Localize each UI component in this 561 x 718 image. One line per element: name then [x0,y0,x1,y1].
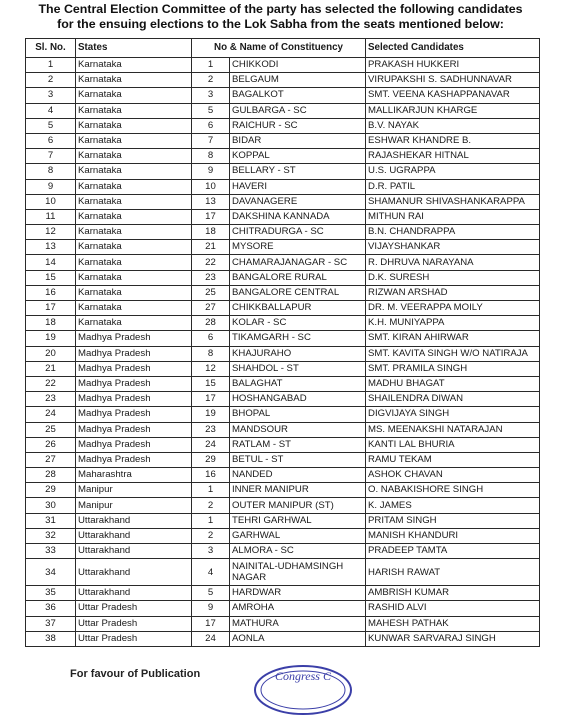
cell-sl-no: 13 [26,240,76,255]
cell-constituency-no: 13 [192,194,230,209]
table-header-row [26,39,540,58]
cell-constituency-name: RATLAM - ST [230,437,366,452]
cell-candidate: PRADEEP TAMTA [366,544,540,559]
cell-constituency-no: 1 [192,513,230,528]
cell-constituency-no: 23 [192,270,230,285]
cell-candidate: K. JAMES [366,498,540,513]
cell-state: Madhya Pradesh [76,346,192,361]
footer-note: For favour of Publication [70,668,201,680]
cell-candidate: DR. M. VEERAPPA MOILY [366,301,540,316]
cell-constituency-no: 17 [192,616,230,631]
cell-sl-no: 27 [26,452,76,467]
cell-state: Madhya Pradesh [76,361,192,376]
cell-candidate: B.N. CHANDRAPPA [366,225,540,240]
cell-constituency-no: 24 [192,437,230,452]
cell-state: Karnataka [76,73,192,88]
cell-constituency-name: DAKSHINA KANNADA [230,209,366,224]
cell-constituency-name: HARDWAR [230,586,366,601]
cell-constituency-no: 16 [192,468,230,483]
cell-state: Madhya Pradesh [76,376,192,391]
cell-candidate: SMT. KAVITA SINGH W/O NATIRAJA [366,346,540,361]
table-row [26,270,540,285]
cell-constituency-no: 19 [192,407,230,422]
cell-constituency-name: CHIKKODI [230,58,366,73]
cell-constituency-name: MANDSOUR [230,422,366,437]
cell-sl-no: 6 [26,133,76,148]
header-states: States [76,39,192,58]
cell-sl-no: 37 [26,616,76,631]
cell-candidate: MS. MEENAKSHI NATARAJAN [366,422,540,437]
cell-candidate: MANISH KHANDURI [366,528,540,543]
cell-candidate: KANTI LAL BHURIA [366,437,540,452]
table-row [26,631,540,646]
cell-candidate: D.R. PATIL [366,179,540,194]
cell-sl-no: 31 [26,513,76,528]
table-row [26,346,540,361]
cell-sl-no: 5 [26,118,76,133]
cell-candidate: KUNWAR SARVARAJ SINGH [366,631,540,646]
cell-state: Karnataka [76,133,192,148]
cell-constituency-name: BETUL - ST [230,452,366,467]
cell-constituency-name: NANDED [230,468,366,483]
cell-candidate: SMT. KIRAN AHIRWAR [366,331,540,346]
cell-sl-no: 11 [26,209,76,224]
cell-sl-no: 32 [26,528,76,543]
cell-constituency-name: TEHRI GARHWAL [230,513,366,528]
cell-state: Uttarakhand [76,559,192,586]
cell-constituency-name: CHAMARAJANAGAR - SC [230,255,366,270]
cell-state: Karnataka [76,194,192,209]
cell-constituency-name: BANGALORE RURAL [230,270,366,285]
cell-constituency-no: 3 [192,544,230,559]
cell-constituency-name: HAVERI [230,179,366,194]
cell-state: Madhya Pradesh [76,331,192,346]
cell-constituency-no: 2 [192,528,230,543]
cell-state: Manipur [76,498,192,513]
table-row [26,179,540,194]
cell-constituency-no: 10 [192,179,230,194]
cell-constituency-name: MATHURA [230,616,366,631]
table-row [26,407,540,422]
table-row [26,164,540,179]
cell-sl-no: 14 [26,255,76,270]
cell-constituency-no: 23 [192,422,230,437]
cell-candidate: ASHOK CHAVAN [366,468,540,483]
document-heading [0,2,561,32]
cell-candidate: SMT. PRAMILA SINGH [366,361,540,376]
cell-constituency-no: 2 [192,498,230,513]
cell-constituency-no: 6 [192,118,230,133]
cell-constituency-no: 27 [192,301,230,316]
cell-constituency-no: 1 [192,483,230,498]
cell-state: Madhya Pradesh [76,407,192,422]
cell-sl-no: 28 [26,468,76,483]
cell-constituency-name: KHAJURAHO [230,346,366,361]
table-row [26,437,540,452]
cell-candidate: PRAKASH HUKKERI [366,58,540,73]
cell-state: Madhya Pradesh [76,422,192,437]
cell-constituency-no: 25 [192,285,230,300]
cell-state: Uttar Pradesh [76,616,192,631]
cell-constituency-no: 8 [192,346,230,361]
cell-constituency-name: GARHWAL [230,528,366,543]
table-row [26,285,540,300]
cell-sl-no: 19 [26,331,76,346]
table-row [26,133,540,148]
cell-constituency-name: KOPPAL [230,149,366,164]
cell-sl-no: 33 [26,544,76,559]
cell-constituency-no: 28 [192,316,230,331]
cell-candidate: VIRUPAKSHI S. SADHUNNAVAR [366,73,540,88]
table-row [26,225,540,240]
cell-state: Madhya Pradesh [76,452,192,467]
cell-sl-no: 16 [26,285,76,300]
cell-state: Karnataka [76,240,192,255]
cell-constituency-name: BAGALKOT [230,88,366,103]
table-row [26,88,540,103]
header-candidates: Selected Candidates [366,39,540,58]
party-stamp [248,658,358,718]
table-row [26,452,540,467]
cell-constituency-no: 12 [192,361,230,376]
table-row [26,118,540,133]
table-row [26,513,540,528]
cell-state: Karnataka [76,118,192,133]
cell-state: Uttar Pradesh [76,631,192,646]
cell-sl-no: 22 [26,376,76,391]
table-row [26,209,540,224]
cell-sl-no: 8 [26,164,76,179]
stamp-text: Congress C [275,669,331,683]
cell-constituency-name: CHITRADURGA - SC [230,225,366,240]
cell-constituency-no: 5 [192,103,230,118]
cell-constituency-name: BELLARY - ST [230,164,366,179]
cell-candidate: R. DHRUVA NARAYANA [366,255,540,270]
cell-constituency-no: 22 [192,255,230,270]
table-row [26,498,540,513]
cell-candidate: SMT. VEENA KASHAPPANAVAR [366,88,540,103]
table-row [26,528,540,543]
cell-constituency-no: 17 [192,209,230,224]
cell-state: Madhya Pradesh [76,437,192,452]
cell-constituency-no: 6 [192,331,230,346]
cell-candidate: MADHU BHAGAT [366,376,540,391]
cell-constituency-no: 9 [192,164,230,179]
cell-sl-no: 38 [26,631,76,646]
cell-constituency-name: GULBARGA - SC [230,103,366,118]
cell-sl-no: 36 [26,601,76,616]
cell-constituency-name: OUTER MANIPUR (ST) [230,498,366,513]
cell-candidate: K.H. MUNIYAPPA [366,316,540,331]
cell-state: Karnataka [76,316,192,331]
cell-sl-no: 12 [26,225,76,240]
cell-state: Karnataka [76,209,192,224]
table-row [26,58,540,73]
cell-state: Karnataka [76,255,192,270]
cell-candidate: VIJAYSHANKAR [366,240,540,255]
table-row [26,601,540,616]
cell-state: Karnataka [76,225,192,240]
cell-state: Karnataka [76,58,192,73]
cell-candidate: AMBRISH KUMAR [366,586,540,601]
cell-candidate: DIGVIJAYA SINGH [366,407,540,422]
cell-state: Uttarakhand [76,513,192,528]
cell-constituency-name: TIKAMGARH - SC [230,331,366,346]
cell-candidate: ESHWAR KHANDRE B. [366,133,540,148]
cell-constituency-no: 18 [192,225,230,240]
cell-state: Uttar Pradesh [76,601,192,616]
cell-sl-no: 4 [26,103,76,118]
cell-sl-no: 29 [26,483,76,498]
cell-state: Karnataka [76,88,192,103]
cell-state: Karnataka [76,103,192,118]
cell-sl-no: 24 [26,407,76,422]
table-row [26,586,540,601]
cell-state: Karnataka [76,270,192,285]
cell-constituency-no: 8 [192,149,230,164]
cell-constituency-no: 15 [192,376,230,391]
cell-candidate: MAHESH PATHAK [366,616,540,631]
cell-sl-no: 34 [26,559,76,586]
cell-sl-no: 17 [26,301,76,316]
cell-candidate: RAMU TEKAM [366,452,540,467]
cell-candidate: SHAILENDRA DIWAN [366,392,540,407]
cell-constituency-name: MYSORE [230,240,366,255]
cell-constituency-name: BELGAUM [230,73,366,88]
cell-constituency-no: 29 [192,452,230,467]
cell-constituency-no: 4 [192,559,230,586]
heading-line-1: The Central Election Committee of the party has selected the following candidates [38,2,523,16]
cell-candidate: RIZWAN ARSHAD [366,285,540,300]
cell-constituency-name: NAINITAL-UDHAMSINGH NAGAR [230,559,366,586]
cell-state: Karnataka [76,149,192,164]
cell-constituency-no: 1 [192,58,230,73]
table-row [26,559,540,586]
cell-state: Uttarakhand [76,528,192,543]
cell-constituency-name: AONLA [230,631,366,646]
cell-state: Manipur [76,483,192,498]
cell-candidate: D.K. SURESH [366,270,540,285]
cell-candidate: B.V. NAYAK [366,118,540,133]
cell-constituency-name: BANGALORE CENTRAL [230,285,366,300]
table-row [26,616,540,631]
table-row [26,73,540,88]
cell-constituency-name: RAICHUR - SC [230,118,366,133]
cell-state: Karnataka [76,285,192,300]
cell-candidate: MITHUN RAI [366,209,540,224]
cell-constituency-name: HOSHANGABAD [230,392,366,407]
cell-constituency-name: BIDAR [230,133,366,148]
cell-constituency-name: DAVANAGERE [230,194,366,209]
cell-state: Karnataka [76,179,192,194]
cell-constituency-no: 9 [192,601,230,616]
candidates-table [25,38,540,647]
cell-sl-no: 3 [26,88,76,103]
cell-constituency-name: BALAGHAT [230,376,366,391]
cell-sl-no: 1 [26,58,76,73]
cell-constituency-name: KOLAR - SC [230,316,366,331]
cell-constituency-no: 24 [192,631,230,646]
cell-candidate: RAJASHEKAR HITNAL [366,149,540,164]
cell-state: Uttarakhand [76,544,192,559]
cell-constituency-name: ALMORA - SC [230,544,366,559]
table-row [26,483,540,498]
cell-sl-no: 10 [26,194,76,209]
cell-sl-no: 7 [26,149,76,164]
table-row [26,376,540,391]
table-row [26,149,540,164]
table-row [26,103,540,118]
cell-constituency-name: SHAHDOL - ST [230,361,366,376]
cell-sl-no: 30 [26,498,76,513]
table-row [26,301,540,316]
cell-sl-no: 35 [26,586,76,601]
header-sl-no: Sl. No. [26,39,76,58]
cell-candidate: PRITAM SINGH [366,513,540,528]
cell-sl-no: 26 [26,437,76,452]
cell-sl-no: 9 [26,179,76,194]
cell-state: Karnataka [76,164,192,179]
cell-sl-no: 21 [26,361,76,376]
cell-sl-no: 20 [26,346,76,361]
table-row [26,316,540,331]
cell-sl-no: 25 [26,422,76,437]
table-row [26,544,540,559]
heading-line-2: for the ensuing elections to the Lok Sabha from the seats mentioned below: [57,17,504,31]
cell-candidate: HARISH RAWAT [366,559,540,586]
table-body [26,58,540,647]
cell-candidate: O. NABAKISHORE SINGH [366,483,540,498]
cell-state: Madhya Pradesh [76,392,192,407]
cell-candidate: SHAMANUR SHIVASHANKARAPPA [366,194,540,209]
cell-sl-no: 18 [26,316,76,331]
cell-constituency-no: 17 [192,392,230,407]
table-row [26,194,540,209]
cell-constituency-no: 21 [192,240,230,255]
cell-candidate: RASHID ALVI [366,601,540,616]
cell-constituency-name: CHIKKBALLAPUR [230,301,366,316]
table-row [26,468,540,483]
cell-constituency-name: INNER MANIPUR [230,483,366,498]
cell-sl-no: 2 [26,73,76,88]
table-row [26,255,540,270]
cell-constituency-no: 5 [192,586,230,601]
cell-constituency-no: 3 [192,88,230,103]
table-row [26,331,540,346]
cell-state: Uttarakhand [76,586,192,601]
table-row [26,422,540,437]
table-row [26,361,540,376]
table-row [26,392,540,407]
cell-constituency-name: BHOPAL [230,407,366,422]
cell-candidate: MALLIKARJUN KHARGE [366,103,540,118]
table-row [26,240,540,255]
cell-constituency-no: 2 [192,73,230,88]
cell-state: Karnataka [76,301,192,316]
cell-sl-no: 23 [26,392,76,407]
cell-constituency-no: 7 [192,133,230,148]
header-constituency: No & Name of Constituency [192,39,366,58]
cell-candidate: U.S. UGRAPPA [366,164,540,179]
cell-sl-no: 15 [26,270,76,285]
cell-state: Maharashtra [76,468,192,483]
cell-constituency-name: AMROHA [230,601,366,616]
